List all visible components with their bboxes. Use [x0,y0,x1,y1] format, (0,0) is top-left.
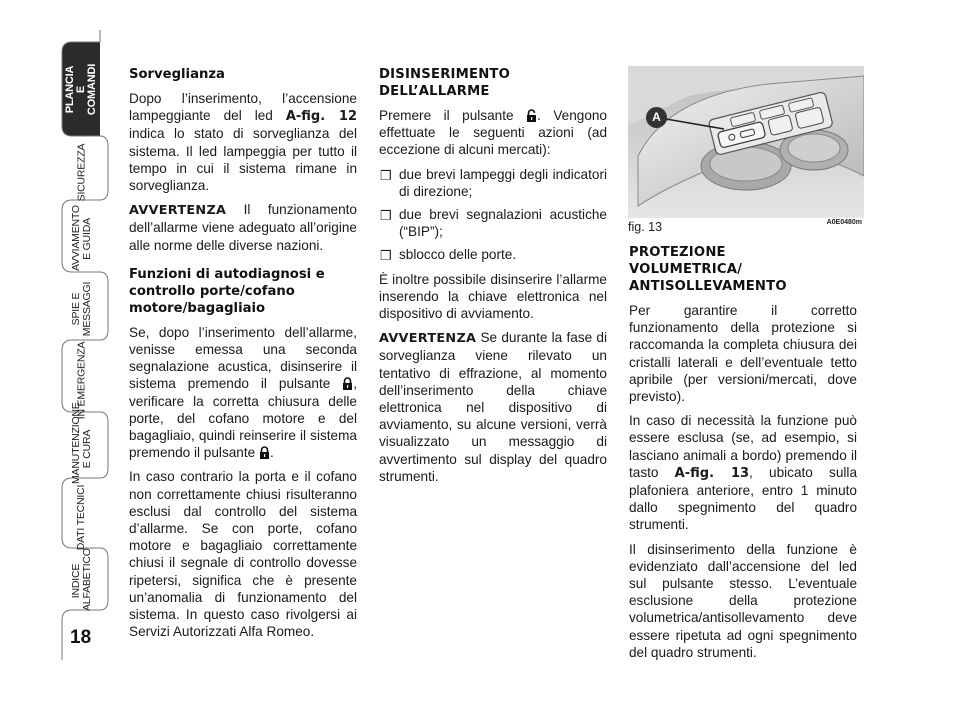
tab-avviamento-e-guida[interactable] [60,206,104,272]
paragraph-funzionamento: Per garantire il corretto funzionamento della protezione si raccomanda la completa chiusura dei cristalli laterali e dell’eventuale tetto apribile (per versioni/mercati, dove previsto). [629,303,857,405]
heading-disinserimento: DISINSERIMENTO DELL’ALLARME [379,67,511,99]
column-1 [129,66,357,647]
heading-funzioni-autodiagnosi: Funzioni di autodiagnosi e controllo porte/cofano motore/bagagliaio [129,266,325,316]
tab-label: SICUREZZA [75,143,88,201]
column-2 [379,66,607,492]
tab-indice-alfabetico[interactable] [60,550,104,612]
paragraph-autodiagnosi [129,324,357,462]
tab-label: MANUTENZIONE E CURA [70,402,93,484]
text: sblocco delle porte. [399,247,517,263]
checkbox-bullet-icon: ❒ [380,167,392,183]
side-navigation [0,0,112,709]
checkbox-bullet-icon: ❒ [380,248,392,264]
text: Dopo l’inserimento, l’accensione lampeggiante del led [129,91,357,124]
tab-label: INDICE ALFABETICO [70,548,93,611]
lock-icon [342,377,353,390]
paragraph-sorveglianza [129,90,357,194]
checkbox-bullet-icon: ❒ [380,208,392,224]
warning-paragraph [129,201,357,254]
paragraph-esclusione [629,412,857,533]
tab-label: SPIE E MESSAGGI [70,281,93,337]
text: Se durante la fase di sorveglianza viene rilevato un tentativo di effrazione, al momento dell’inserimento della chiave elettronica nel dispositivo di avviamento, su alcune versioni, verrà visualizzato un messaggio di avvertimento sul display del quadro strumenti. [379,330,607,484]
page-number: 18 [70,627,92,648]
tab-plancia-e-comandi[interactable] [60,42,104,136]
figure-reference: A-fig. 12 [285,109,357,125]
tab-sicurezza[interactable] [60,140,104,204]
text: Premere il pulsante [379,108,527,123]
tab-manutenzione-e-cura[interactable] [60,402,104,484]
tab-label: IN EMERGENZA [75,341,88,419]
warning-label: AVVERTENZA [379,331,477,347]
text: . Vengono effettuate le seguenti azioni (ad eccezione di alcuni mercati): [379,108,607,158]
lock-icon [259,446,270,459]
list-item [379,206,607,240]
figure-reference: A-fig. 13 [674,465,750,481]
warning-paragraph [379,329,607,485]
tab-label: AVVIAMENTO E GUIDA [70,205,93,271]
text: , ubicato sulla plafoniera anteriore, entro 1 minuto dallo spegnimento del quadro strumenti. [629,464,858,533]
paragraph-disinserimento-funzione: Il disinserimento della funzione è evidenziato dall’accensione del led sul pulsante stesso. L’eventuale esclusione della protezione volumetrica/antisollevamento deve essere ripetuta ad ogni spegnimento del quadro strumenti. [629,541,857,660]
text: In caso di necessità la funzione può essere esclusa (se, ad esempio, si lasciano animali a bordo) premendo il tasto [629,413,857,480]
tab-label: PLANCIA E COMANDI [64,63,99,115]
text: Se, dopo l’inserimento dell’allarme, venisse emessa una seconda segnalazione acustica, disinserire il sistema premendo il pulsante [129,324,357,392]
text: due brevi lampeggi degli indicatori di direzione; [399,166,607,199]
tab-dati-tecnici[interactable] [60,482,104,552]
heading-protezione-volumetrica: PROTEZIONE VOLUMETRICA/ ANTISOLLEVAMENTO [629,245,787,294]
text: Il funzionamento dell’allarme viene adeguato all’origine alle norme delle diverse nazioni. [129,202,357,253]
column-3 [629,244,857,668]
roof-console-illustration [628,66,864,218]
paragraph-chiave-elettronica: È inoltre possibile disinserire l’allarme inserendo la chiave elettronica nel dispositivo di avviamento. [379,271,607,322]
list-item [379,166,607,200]
text: . [269,445,274,461]
paragraph-anomalia: In caso contrario la porta e il cofano non correttamente chiusi risulteranno esclusi dal controllo del sistema d’allarme. Se con porte, cofano motore e bagagliaio correttamente chiusi il segnale di controllo dovesse ripetersi, significa che è presente un’anomalia di funzionamento del sistema. In questo caso rivolgersi ai Servizi Autorizzati Alfa Romeo. [129,469,357,640]
tab-spie-e-messaggi[interactable] [60,276,104,342]
paragraph-disinserimento [379,107,607,159]
text: , verificare la corretta chiusura delle porte, del cofano motore e del bagagliaio, quindi reinserire il sistema premendo il pulsante [129,376,357,461]
heading-sorveglianza: Sorveglianza [129,67,225,82]
tab-in-emergenza[interactable] [60,341,104,419]
text: due brevi segnalazioni acustiche (“BIP”); [399,207,607,240]
figure-code: A0E0480m [826,219,862,226]
unlock-icon [526,109,537,122]
action-list [379,166,607,264]
figure-13 [628,66,864,236]
text: indica lo stato di sorveglianza del sistema. Il led lampeggia per tutto il tempo in cui il sistema rimane in sorveglianza. [129,126,357,194]
warning-label: AVVERTENZA [129,203,227,219]
figure-caption: fig. 13 [628,220,663,234]
callout-a-marker: A [646,107,667,128]
list-item [379,246,607,263]
tab-label: DATI TECNICI [75,484,88,550]
